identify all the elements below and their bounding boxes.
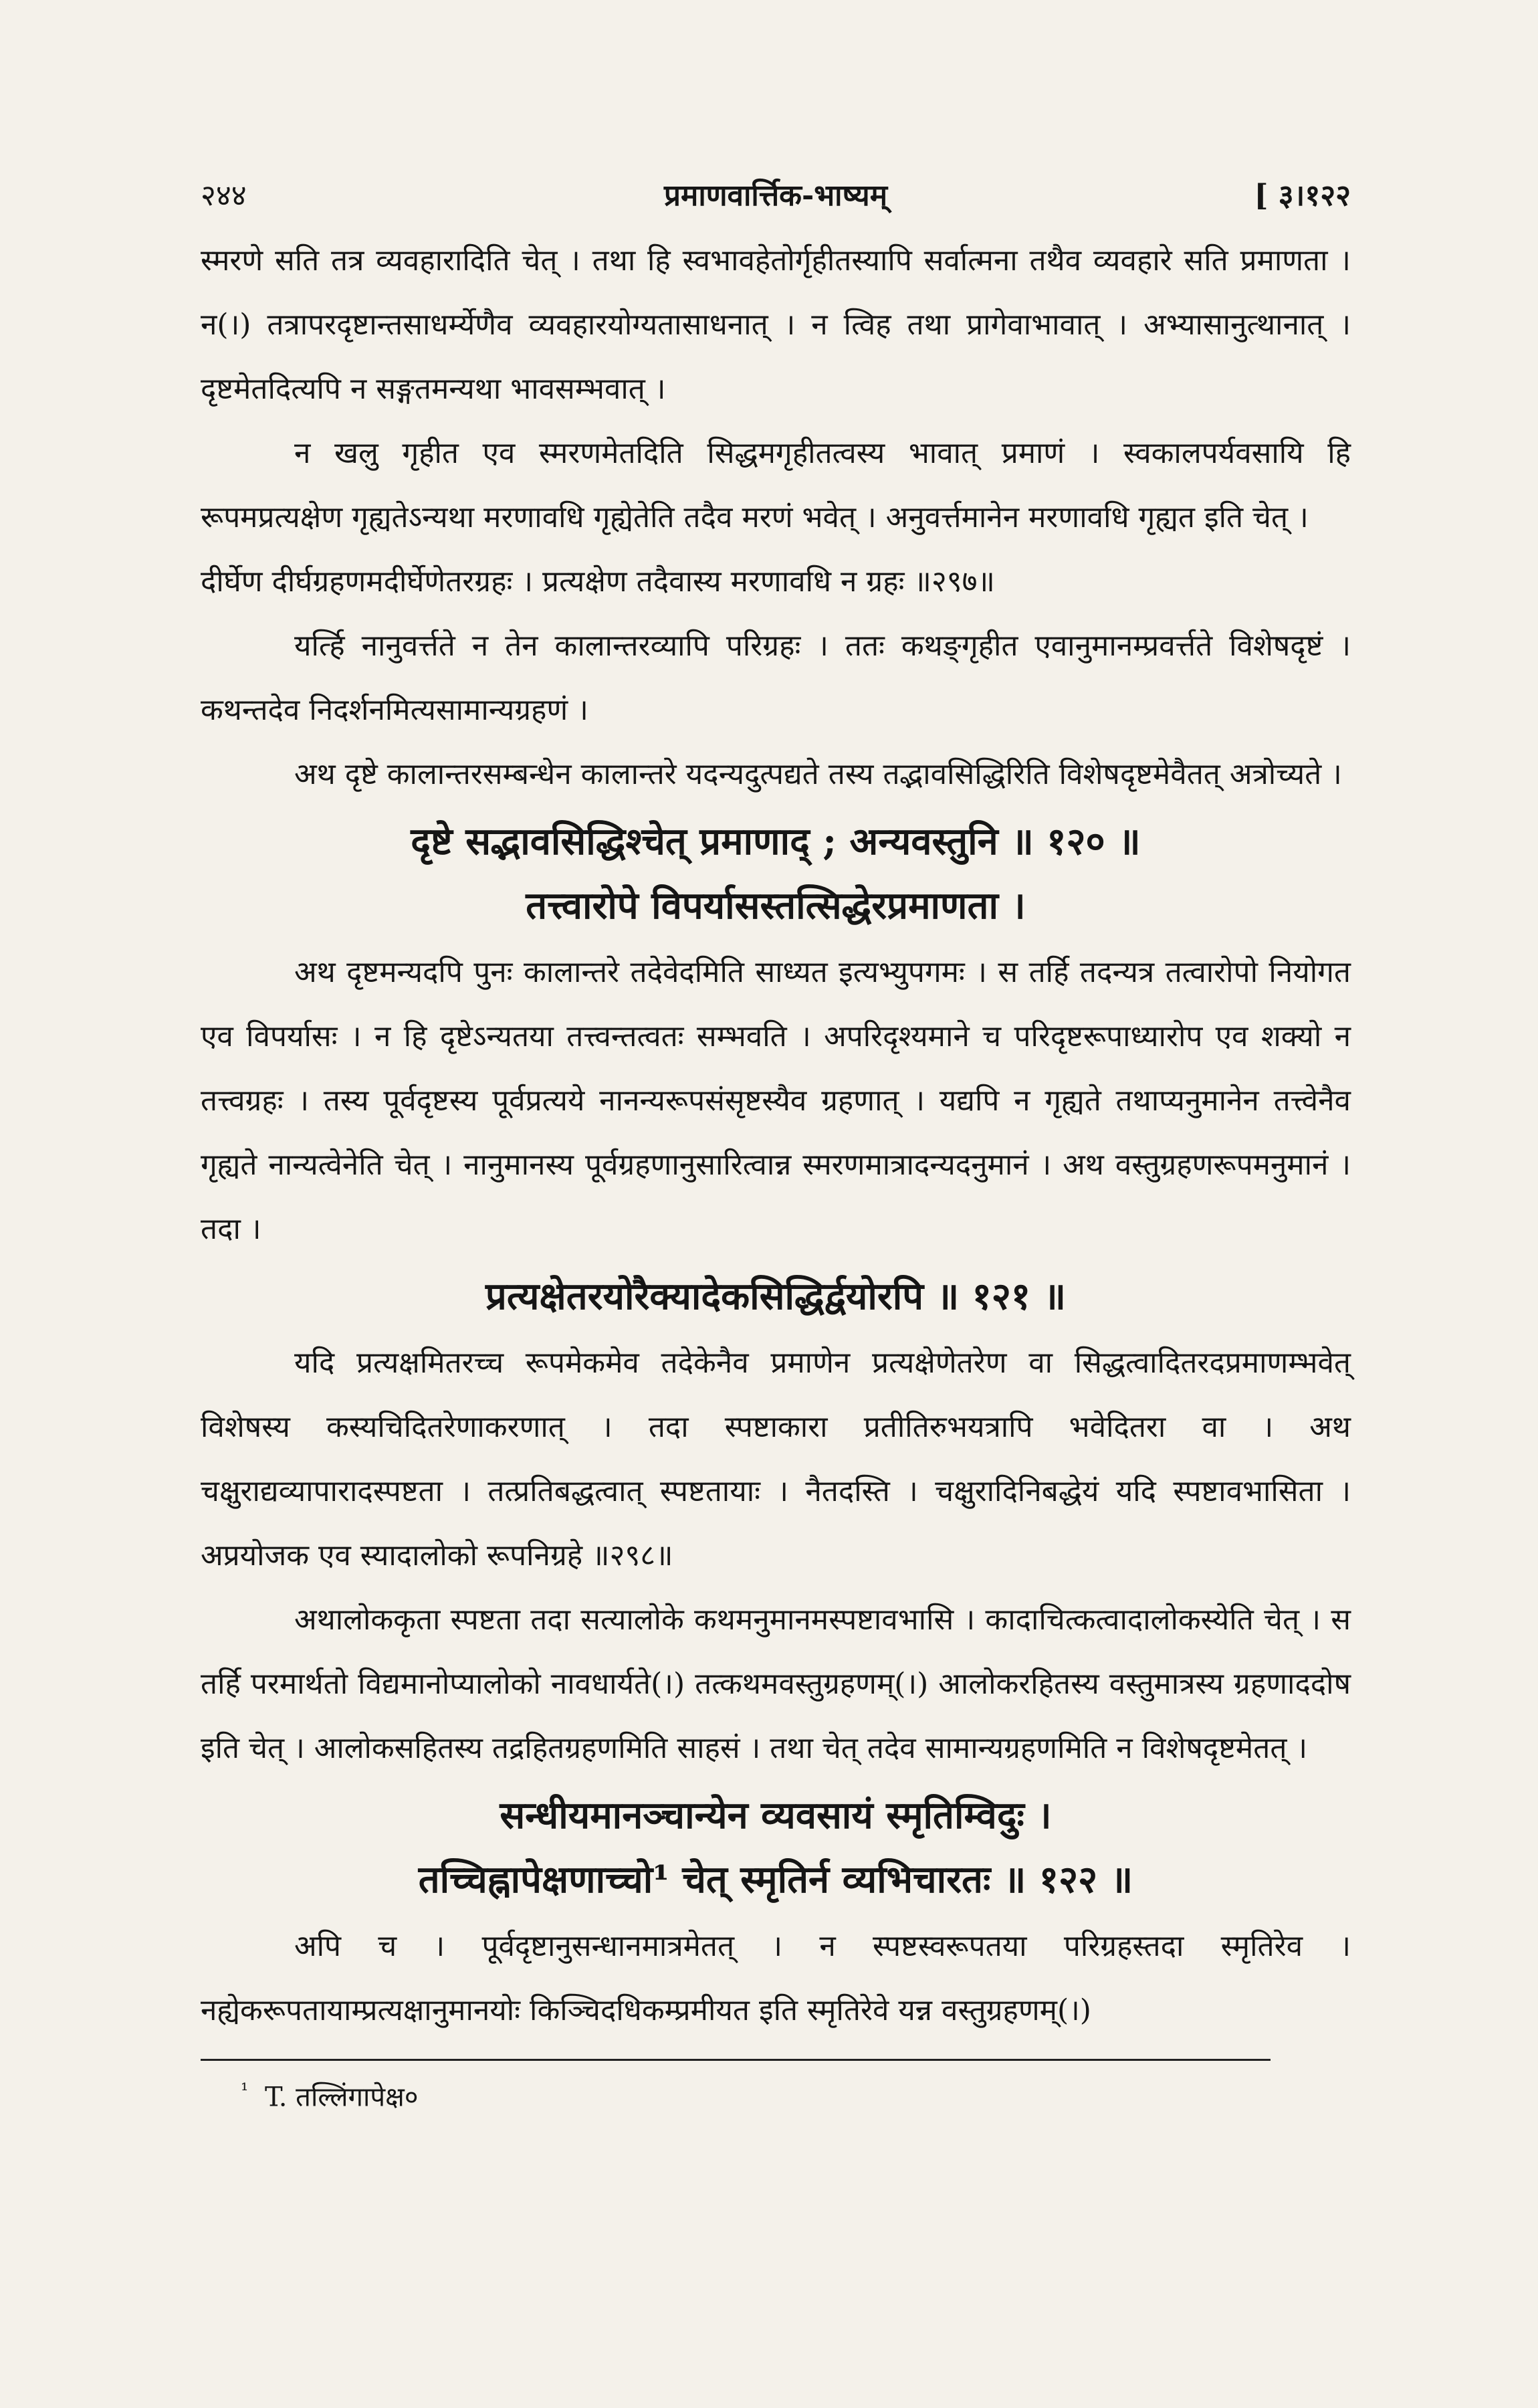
verse-121-line-1: प्रत्यक्षेतरयोरैक्यादेकसिद्धिर्द्वयोरपि ॥ १२१ ॥	[485, 1274, 1067, 1318]
verse-120	[201, 809, 1351, 938]
verse-122-line-1: सन्धीयमानञ्चान्येन व्यवसायं स्मृतिम्विदुः ।	[500, 1793, 1052, 1837]
verse-122	[201, 1783, 1351, 1912]
verse-121	[201, 1264, 1351, 1328]
footnote-marker: ¹	[241, 2079, 249, 2101]
paragraph-4: अथ दृष्टे कालान्तरसम्बन्धेन कालान्तरे यदन्यदुत्पद्यते तस्य तद्भावसिद्धिरिति विशेषदृष्टमेवैतत् अत्रोच्यते ।	[294, 757, 1342, 791]
quoted-verse-297: दीर्घेण दीर्घग्रहणमदीर्घेणेतरग्रहः । प्रत्यक्षेण तदैवास्य मरणावधि न ग्रहः ॥२९७॥	[201, 565, 995, 599]
paragraph-6: यदि प्रत्यक्षमितरच्च रूपमेकमेव तदेकेनैव प्रमाणेन प्रत्यक्षेणेतरेण वा सिद्धत्वादितरदप्रमाणम्भवेत् विशेषस्य कस्यचिदितरेणाकरणात् । तदा स्पष्टाकारा प्रतीतिरुभयत्रापि भवेदितरा वा । अथ चक्षुराद्यव्यापारादस्पष्टता । तत्प्रतिबद्धत्वात् स्पष्टतायाः । नैतदस्ति । चक्षुरादिनिबद्धेयं यदि स्पष्टावभासिता । अप्रयोजक एव स्यादालोको रूपनिग्रहे ॥२९८॥	[201, 1346, 1351, 1573]
page-number: २४४	[201, 179, 247, 213]
page	[201, 174, 1351, 2368]
verse-122-line-2: तच्चिह्नापेक्षणाच्चो¹ चेत् स्मृतिर्न व्यभिचारतः ॥ १२२ ॥	[418, 1858, 1133, 1902]
section-reference: [ ३।१२२	[1254, 179, 1351, 213]
footnote	[201, 2069, 1351, 2118]
verse-120-line-1: दृष्टे सद्भावसिद्धिश्चेत् प्रमाणाद् ; अन्यवस्तुनि ॥ १२० ॥	[411, 819, 1141, 864]
footnote-text: T. तल्लिंगापेक्ष०	[264, 2082, 419, 2113]
verse-120-line-2: तत्त्वारोपे विपर्यासस्तत्सिद्धेरप्रमाणता ।	[526, 884, 1026, 928]
page-header	[201, 174, 1351, 214]
paragraph-7: अथालोककृता स्पष्टता तदा सत्यालोके कथमनुमानमस्पष्टावभासि । कादाचित्कत्वादालोकस्येति चेत् । स तर्हि परमार्थतो विद्यमानोप्यालोको नावधार्यते(।) तत्कथमवस्तुग्रहणम्(।) आलोकरहितस्य वस्तुमात्रस्य ग्रहणाददोष इति चेत् । आलोकसहितस्य तद्रहितग्रहणमिति साहसं । तथा चेत् तदेव सामान्यग्रहणमिति न विशेषदृष्टमेतत् ।	[201, 1603, 1351, 1765]
paragraph-8: अपि च । पूर्वदृष्टानुसन्धानमात्रमेतत् । न स्पष्टस्वरूपतया परिग्रहस्तदा स्मृतिरेव । नह्येकरूपतायाम्प्रत्यक्षानुमानयोः किञ्चिदधिकम्प्रमीयत इति स्मृतिरेवे यन्न वस्तुग्रहणम्(।)	[201, 1929, 1351, 2027]
paragraph-2: न खलु गृहीत एव स्मरणमेतदिति सिद्धमगृहीतत्वस्य भावात् प्रमाणं । स्वकालपर्यवसायि हि रूपमप्रत्यक्षेण गृह्यतेऽन्यथा मरणावधि गृह्येतेति तदैव मरणं भवेत् । अनुवर्त्तमानेन मरणावधि गृह्यत इति चेत् ।	[201, 436, 1351, 534]
footnote-divider	[201, 2059, 1271, 2061]
paragraph-3: यर्त्हि नानुवर्त्तते न तेन कालान्तरव्यापि परिग्रहः । ततः कथङ्गृहीत एवानुमानम्प्रवर्त्तते विशेषदृष्टं । कथन्तदेव निदर्शनमित्यसामान्यग्रहणं ।	[201, 629, 1351, 727]
paragraph-5: अथ दृष्टमन्यदपि पुनः कालान्तरे तदेवेदमिति साध्यत इत्यभ्युपगमः । स तर्हि तदन्यत्र तत्वारोपो नियोगत एव विपर्यासः । न हि दृष्टेऽन्यतया तत्त्वन्तत्वतः सम्भवति । अपरिदृश्यमाने च परिदृष्टरूपाध्यारोप एव शक्यो न तत्त्वग्रहः । तस्य पूर्वदृष्टस्य पूर्वप्रत्यये नानन्यरूपसंसृष्टस्यैव ग्रहणात् । यद्यपि न गृह्यते तथाप्यनुमानेन तत्त्वेनैव गृह्यते नान्यत्वेनेति चेत् । नानुमानस्य पूर्वग्रहणानुसारित्वान्न स्मरणमात्रादन्यदनुमानं । अथ वस्तुग्रहणरूपमनुमानं । तदा ।	[201, 955, 1351, 1246]
running-title: प्रमाणवार्त्तिक-भाष्यम्	[663, 179, 888, 213]
paragraph-1: स्मरणे सति तत्र व्यवहारादिति चेत् । तथा हि स्वभावहेतोर्गृहीतस्यापि सर्वात्मना तथैव व्यवहारे सति प्रमाणता । न(।) तत्रापरदृष्टान्तसाधर्म्येणैव व्यवहारयोग्यतासाधनात् । न त्विह तथा प्रागेवाभावात् । अभ्यासानुत्थानात् । दृष्टमेतदित्यपि न सङ्गतमन्यथा भावसम्भवात् ।	[201, 243, 1351, 406]
